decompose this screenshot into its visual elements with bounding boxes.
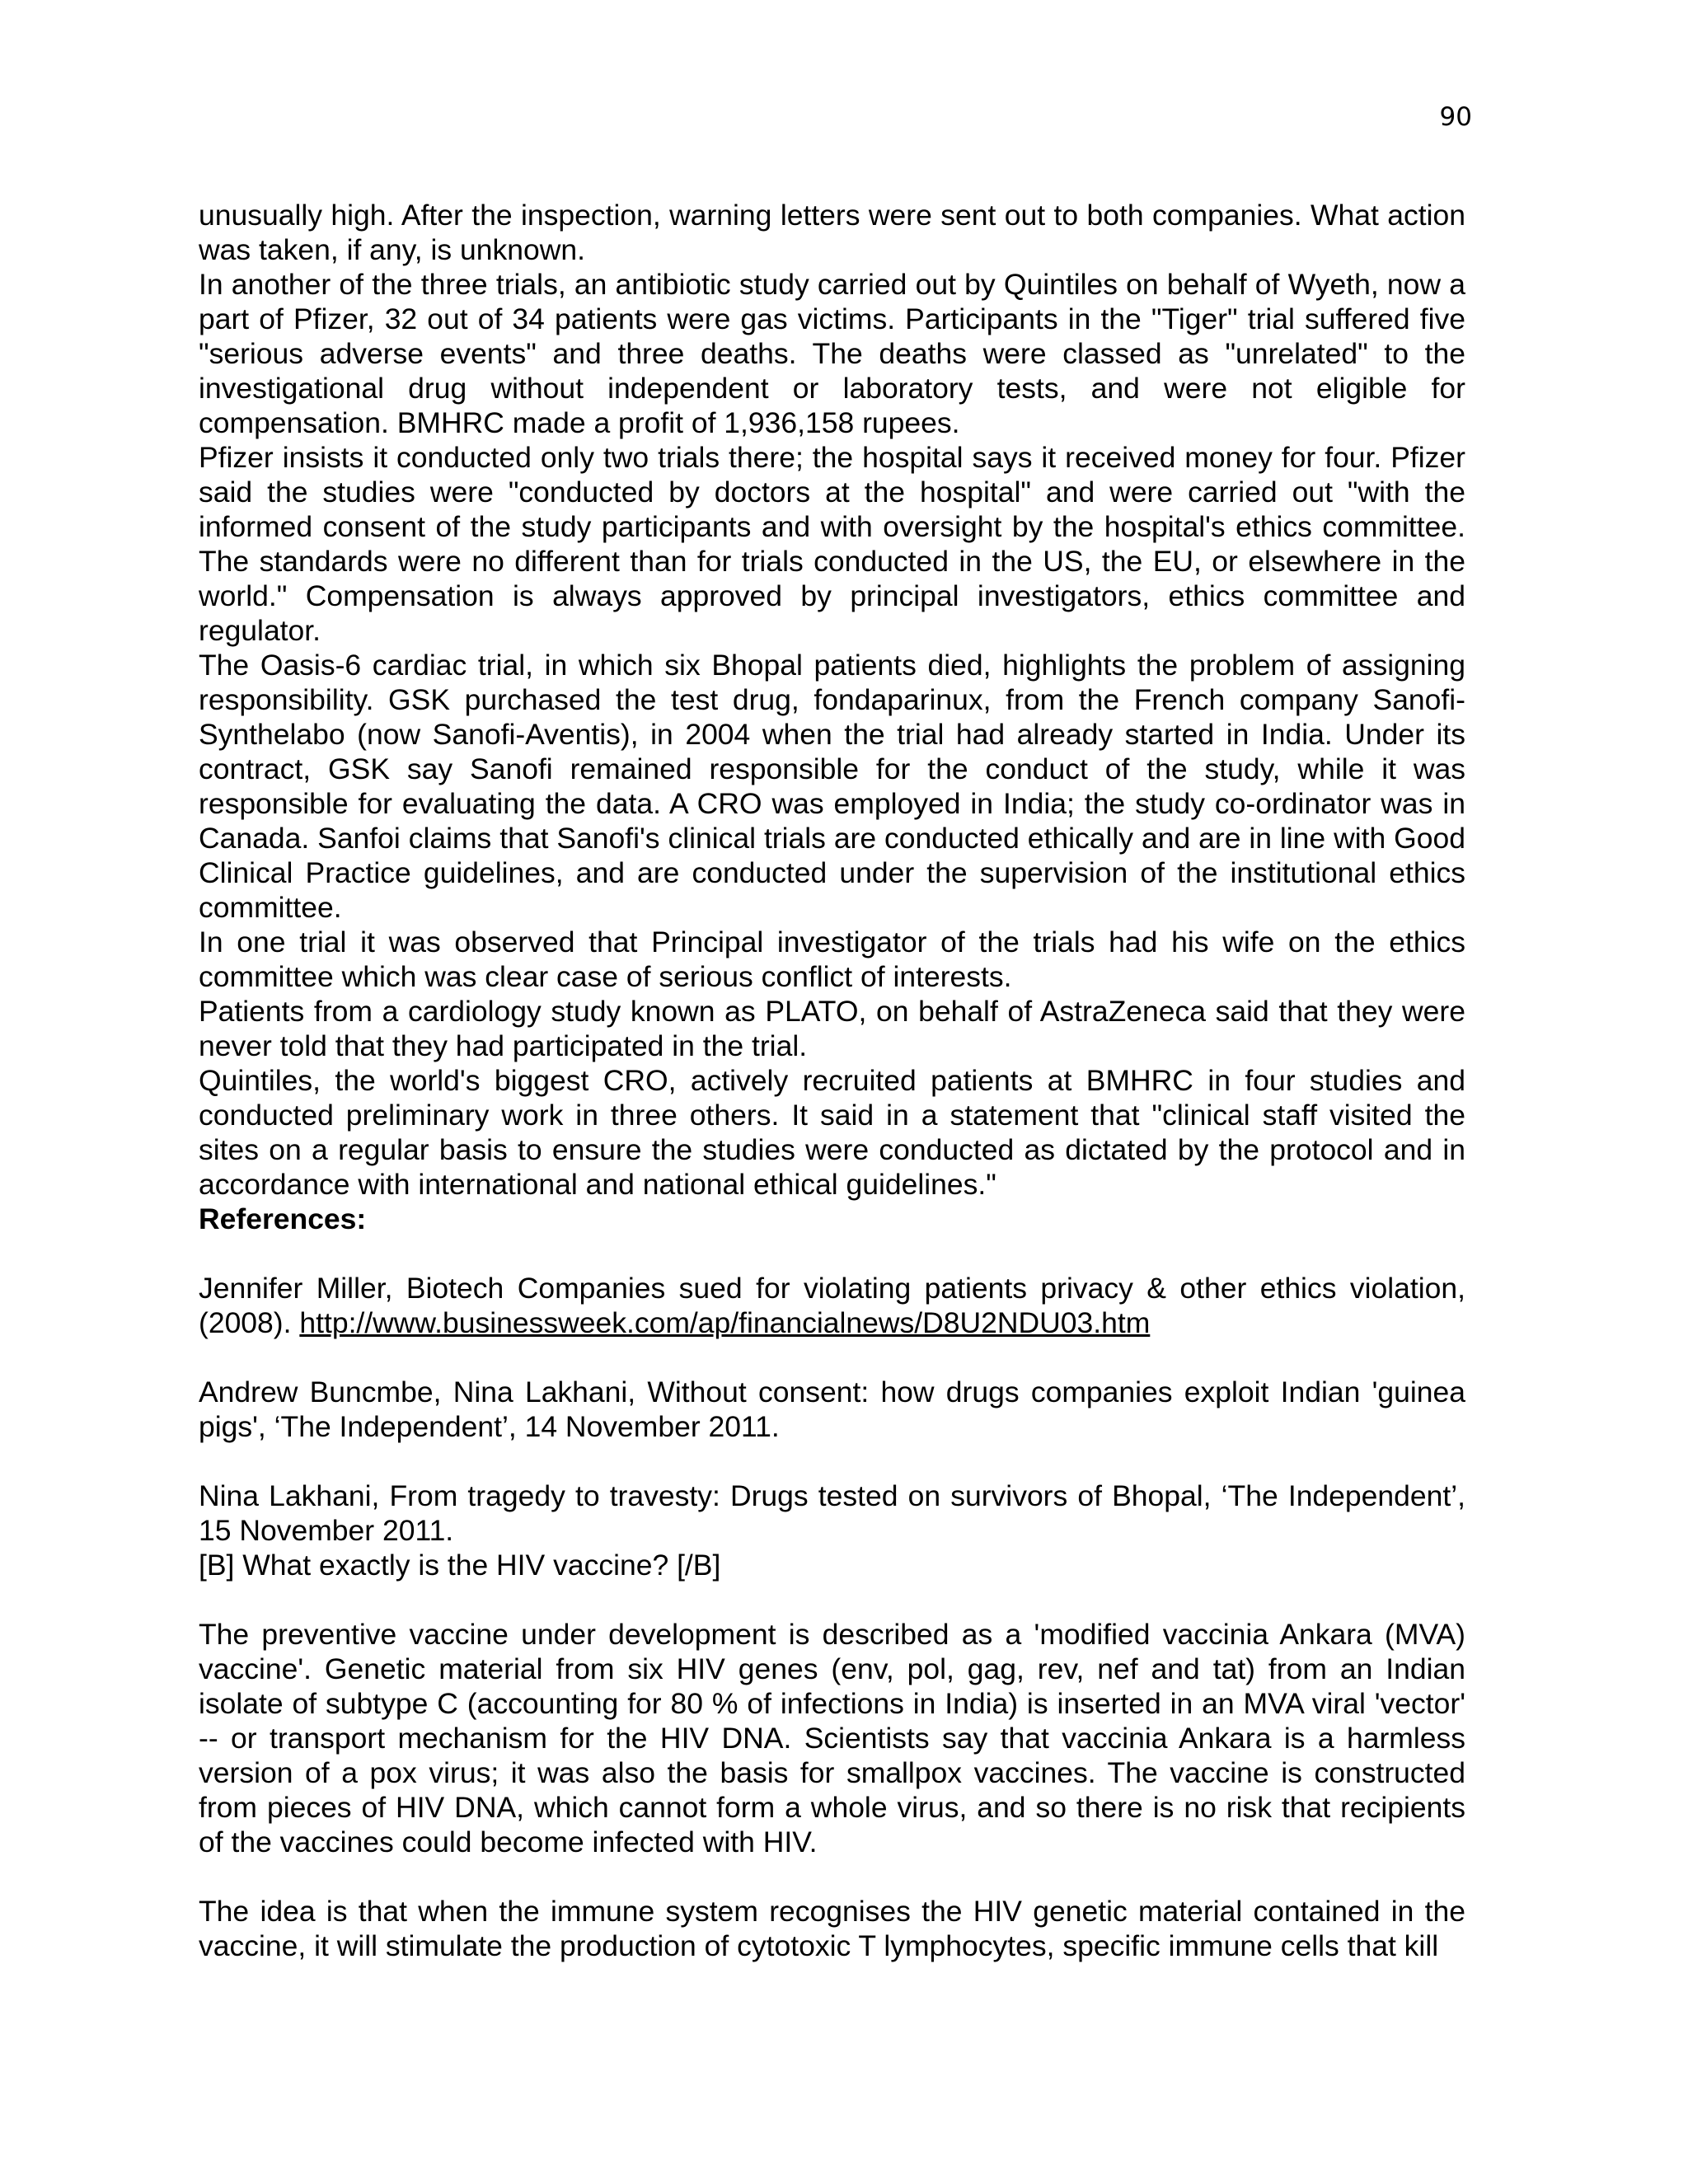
spacer	[199, 1340, 1465, 1375]
spacer	[199, 1859, 1465, 1894]
body-paragraph: The preventive vaccine under development is described as a 'modified vaccinia Ankara (MVA) vaccine'. Genetic material from six HIV genes (env, pol, gag, rev, nef and tat) from an Indian isolate of subtype C (accounting for 80 % of infections in India) is inserted in an MVA viral 'vector' -- or transport mechanism for the HIV DNA. Scientists say that vaccinia Ankara is a harmless version of a pox virus; it was also the basis for smallpox vaccines. The vaccine is constructed from pieces of HIV DNA, which cannot form a whole virus, and so there is no risk that recipients of the vaccines could become infected with HIV.	[199, 1618, 1465, 1858]
spacer	[199, 1236, 1465, 1271]
body-paragraph: unusually high. After the inspection, warning letters were sent out to both companies. What action was taken, if any, is unknown.	[199, 199, 1465, 266]
body-paragraph: In another of the three trials, an antibiotic study carried out by Quintiles on behalf of Wyeth, now a part of Pfizer, 32 out of 34 patients were gas victims. Participants in the "Tiger" trial suffered five "serious adverse events" and three deaths. The deaths were classed as "unrelated" to the investigational drug without independent or laboratory tests, and were not eligible for compensation. BMHRC made a profit of 1,936,158 rupees.	[199, 268, 1465, 439]
body-paragraph: The Oasis-6 cardiac trial, in which six Bhopal patients died, highlights the problem of assigning responsibility. GSK purchased the test drug, fondaparinux, from the French company Sanofi-Synthelabo (now Sanofi-Aventis), in 2004 when the trial had already started in India. Under its contract, GSK say Sanofi remained responsible for the conduct of the study, while it was responsible for evaluating the data. A CRO was employed in India; the study co-ordinator was in Canada. Sanfoi claims that Sanofi's clinical trials are conducted ethically and are in line with Good Clinical Practice guidelines, and are conducted under the supervision of the institutional ethics committee.	[199, 649, 1465, 924]
body-paragraph: Quintiles, the world's biggest CRO, actively recruited patients at BMHRC in four studies and conducted preliminary work in three others. It said in a statement that "clinical staff visited the sites on a regular basis to ensure the studies were conducted as dictated by the protocol and in accordance with international and national ethical guidelines."	[199, 1064, 1465, 1201]
body-paragraph: The idea is that when the immune system recognises the HIV genetic material contained in the vaccine, it will stimulate the production of cytotoxic T lymphocytes, specific immune cells that kill	[199, 1895, 1465, 1962]
page-number: 90	[1439, 102, 1472, 132]
reference-text: Jennifer Miller, Biotech Companies sued for violating patients privacy & other ethics violation, (2008).	[199, 1272, 1465, 1339]
spacer	[199, 1582, 1465, 1617]
reference-link[interactable]: http://www.businessweek.com/ap/financialnews/D8U2NDU03.htm	[299, 1306, 1151, 1339]
references-heading: References:	[199, 1202, 367, 1235]
body-paragraph: Patients from a cardiology study known as PLATO, on behalf of AstraZeneca said that they were never told that they had participated in the trial.	[199, 995, 1465, 1062]
spacer	[199, 1444, 1465, 1479]
section-heading: [B] What exactly is the HIV vaccine? [/B]	[199, 1549, 721, 1582]
page-content	[199, 198, 1465, 1963]
body-paragraph: In one trial it was observed that Principal investigator of the trials had his wife on the ethics committee which was clear case of serious conflict of interests.	[199, 926, 1465, 993]
reference-entry	[199, 1271, 1465, 1340]
reference-entry: Nina Lakhani, From tragedy to travesty: Drugs tested on survivors of Bhopal, ‘The Independent’, 15 November 2011.	[199, 1479, 1465, 1547]
reference-entry: Andrew Buncmbe, Nina Lakhani, Without consent: how drugs companies exploit Indian 'guinea pigs', ‘The Independent’, 14 November 2011.	[199, 1376, 1465, 1443]
body-paragraph: Pfizer insists it conducted only two trials there; the hospital says it received money for four. Pfizer said the studies were "conducted by doctors at the hospital" and were carried out "with the informed consent of the study participants and with oversight by the hospital's ethics committee. The standards were no different than for trials conducted in the US, the EU, or elsewhere in the world." Compensation is always approved by principal investigators, ethics committee and regulator.	[199, 441, 1465, 647]
